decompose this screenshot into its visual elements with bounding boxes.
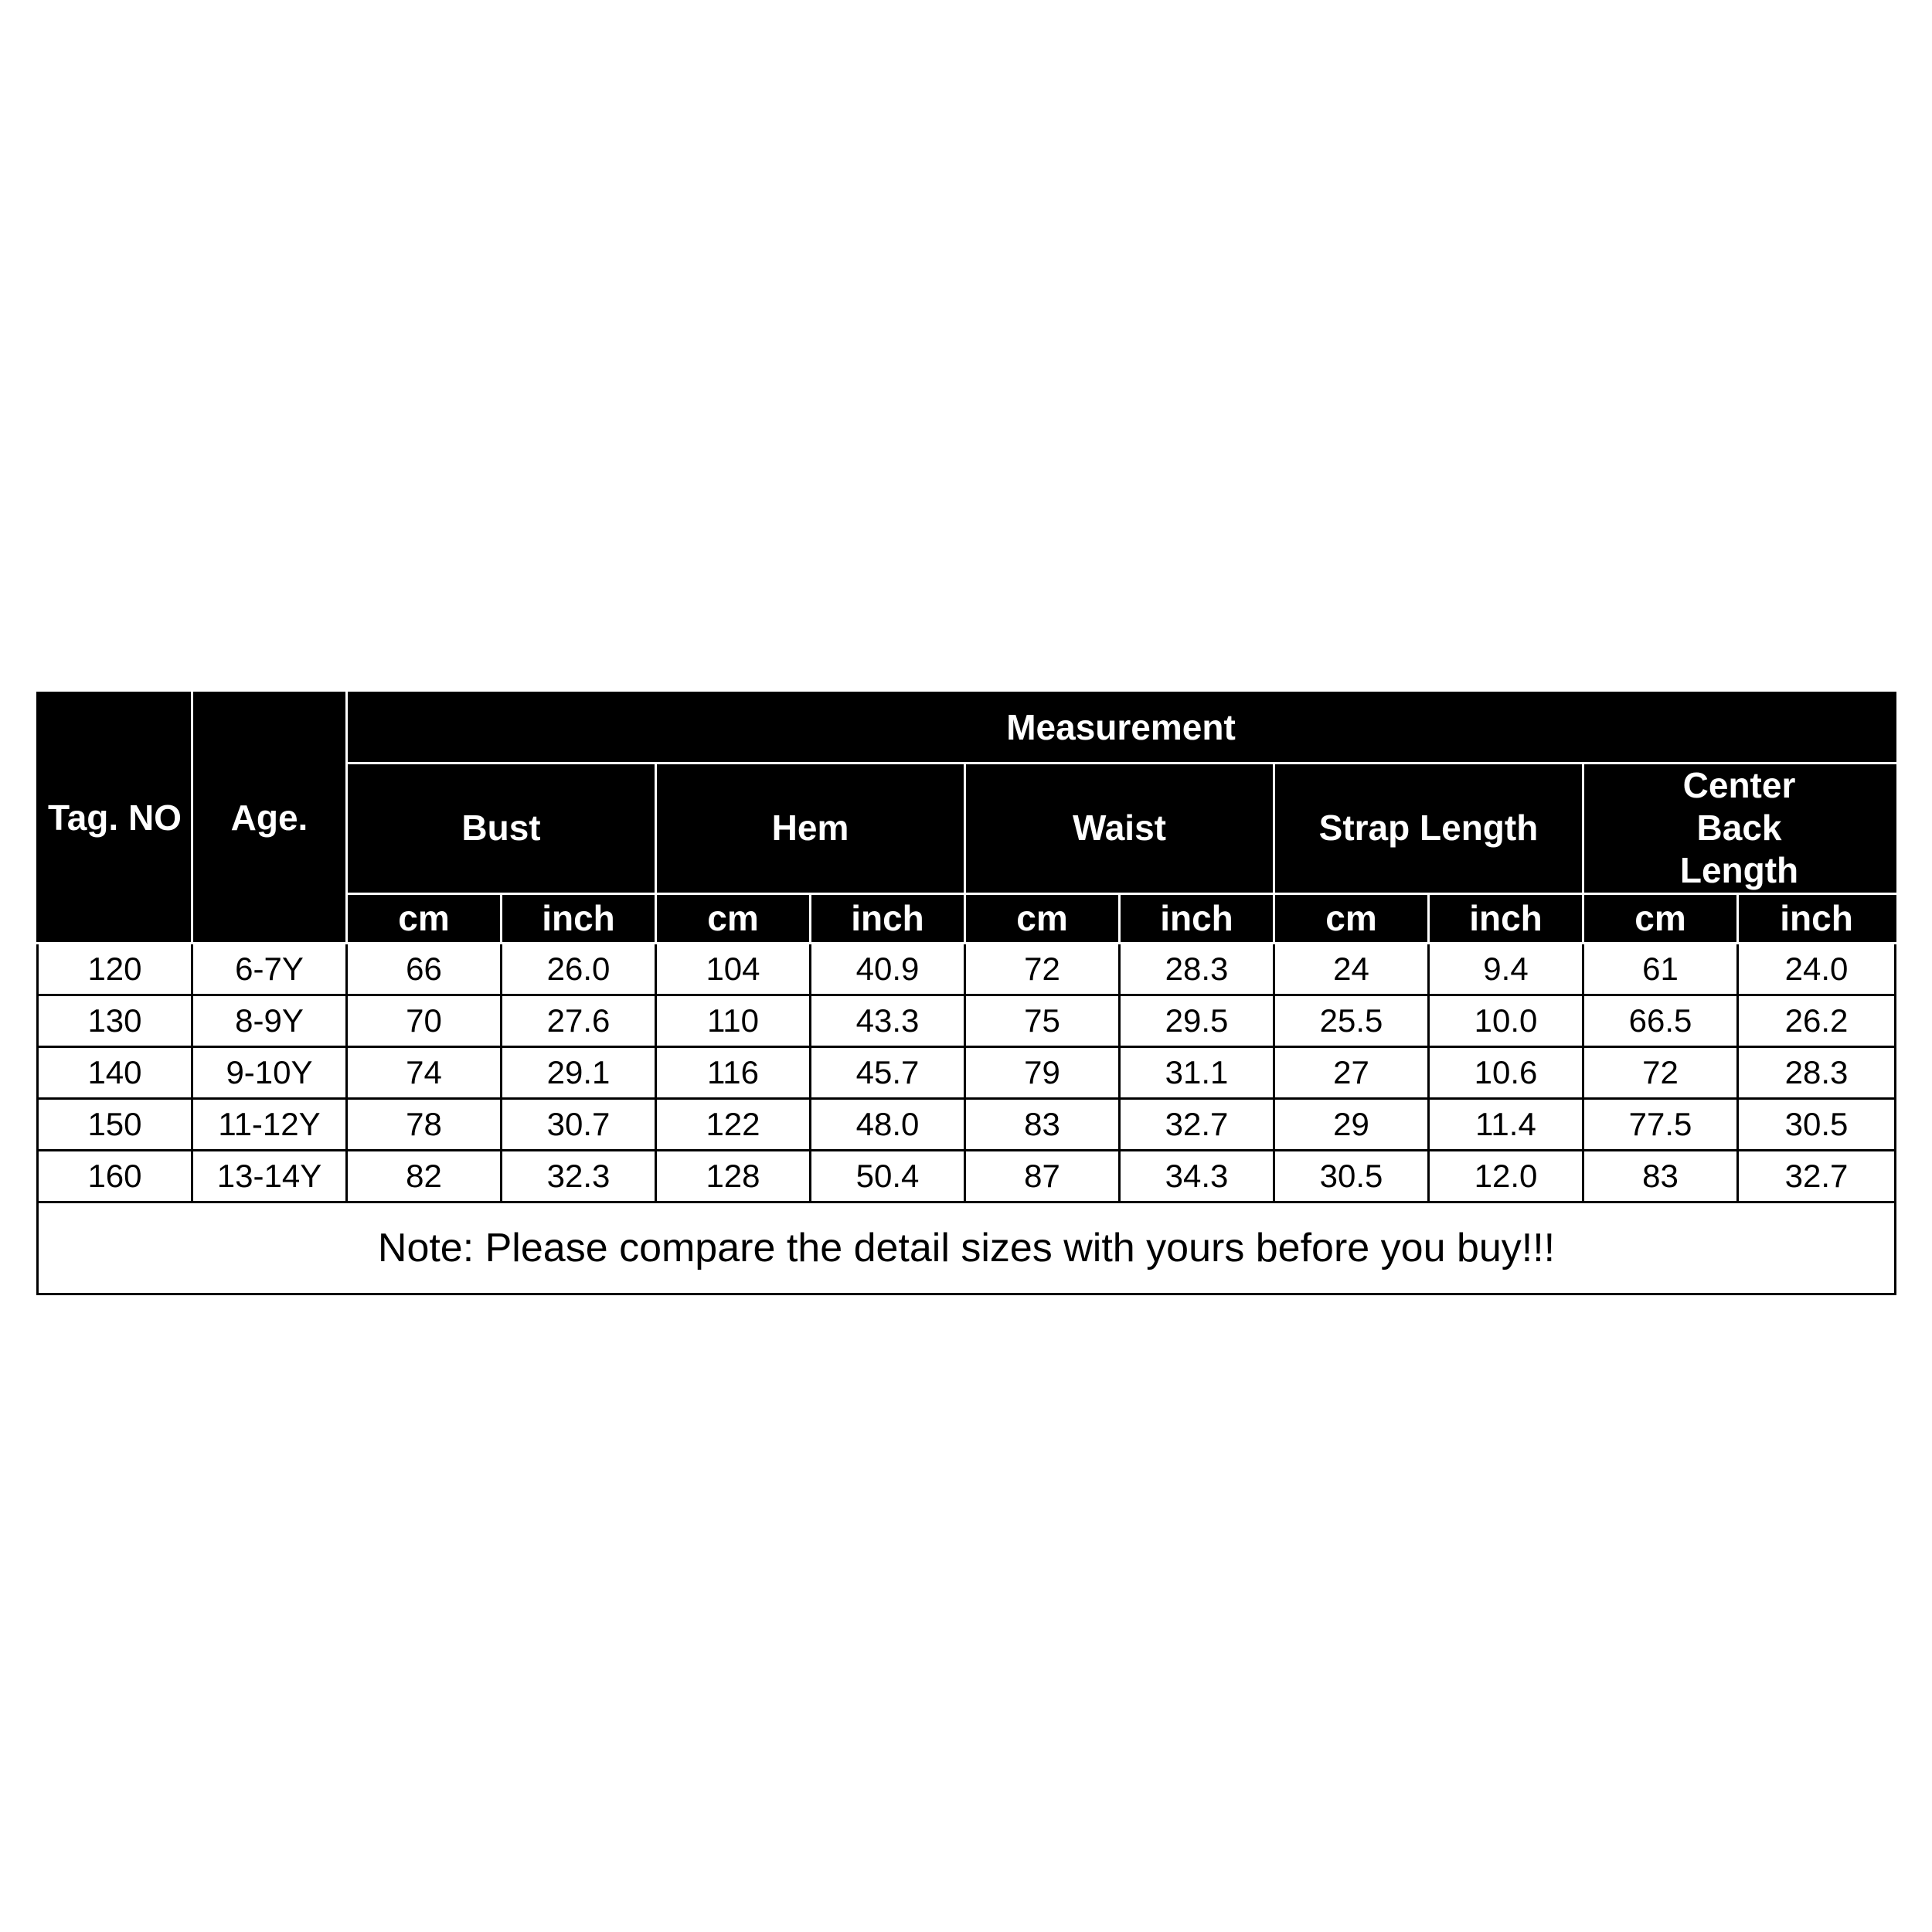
table-row <box>38 1046 1896 1098</box>
value-cell: 27 <box>1274 1046 1429 1098</box>
value-cell: 61 <box>1583 943 1738 995</box>
value-cell: 9.4 <box>1429 943 1583 995</box>
value-cell: 28.3 <box>1738 1046 1896 1098</box>
value-cell: 45.7 <box>811 1046 965 1098</box>
table-row <box>38 943 1896 995</box>
value-cell: 50.4 <box>811 1150 965 1202</box>
bust-cm-header: cm <box>347 893 502 943</box>
value-cell: 26.2 <box>1738 995 1896 1046</box>
center-back-cm-header: cm <box>1583 893 1738 943</box>
hem-cm-header: cm <box>656 893 811 943</box>
value-cell: 29 <box>1274 1098 1429 1150</box>
value-cell: 70 <box>347 995 502 1046</box>
value-cell: 48.0 <box>811 1098 965 1150</box>
value-cell: 83 <box>1583 1150 1738 1202</box>
waist-cm-header: cm <box>965 893 1120 943</box>
bust-header: Bust <box>347 764 656 894</box>
value-cell: 83 <box>965 1098 1120 1150</box>
value-cell: 79 <box>965 1046 1120 1098</box>
table-row <box>38 1098 1896 1150</box>
value-cell: 72 <box>1583 1046 1738 1098</box>
value-cell: 31.1 <box>1120 1046 1274 1098</box>
value-cell: 32.3 <box>502 1150 656 1202</box>
value-cell: 75 <box>965 995 1120 1046</box>
table-row <box>38 995 1896 1046</box>
value-cell: 77.5 <box>1583 1098 1738 1150</box>
value-cell: 10.0 <box>1429 995 1583 1046</box>
value-cell: 29.1 <box>502 1046 656 1098</box>
center-back-length-label: Center Back Length <box>1679 765 1799 891</box>
age-header: Age. <box>192 693 347 944</box>
age-cell: 13-14Y <box>192 1150 347 1202</box>
measurement-header: Measurement <box>347 693 1896 764</box>
age-cell: 11-12Y <box>192 1098 347 1150</box>
tag-cell: 120 <box>38 943 192 995</box>
value-cell: 66.5 <box>1583 995 1738 1046</box>
note-text: Note: Please compare the detail sizes with yours before you buy!!! <box>38 1202 1896 1294</box>
value-cell: 122 <box>656 1098 811 1150</box>
size-chart-table <box>36 692 1896 1295</box>
value-cell: 78 <box>347 1098 502 1150</box>
value-cell: 32.7 <box>1738 1150 1896 1202</box>
waist-inch-header: inch <box>1120 893 1274 943</box>
value-cell: 87 <box>965 1150 1120 1202</box>
age-cell: 6-7Y <box>192 943 347 995</box>
value-cell: 116 <box>656 1046 811 1098</box>
strap-cm-header: cm <box>1274 893 1429 943</box>
value-cell: 34.3 <box>1120 1150 1274 1202</box>
value-cell: 104 <box>656 943 811 995</box>
note-row <box>38 1202 1896 1294</box>
header-row-group <box>38 693 1896 764</box>
value-cell: 66 <box>347 943 502 995</box>
value-cell: 29.5 <box>1120 995 1274 1046</box>
value-cell: 30.5 <box>1738 1098 1896 1150</box>
bust-inch-header: inch <box>502 893 656 943</box>
strap-length-header: Strap Length <box>1274 764 1583 894</box>
waist-header: Waist <box>965 764 1274 894</box>
value-cell: 11.4 <box>1429 1098 1583 1150</box>
value-cell: 24.0 <box>1738 943 1896 995</box>
value-cell: 30.7 <box>502 1098 656 1150</box>
value-cell: 24 <box>1274 943 1429 995</box>
value-cell: 10.6 <box>1429 1046 1583 1098</box>
value-cell: 26.0 <box>502 943 656 995</box>
tag-cell: 160 <box>38 1150 192 1202</box>
hem-header: Hem <box>656 764 965 894</box>
strap-inch-header: inch <box>1429 893 1583 943</box>
tag-no-header: Tag. NO <box>38 693 192 944</box>
center-back-inch-header: inch <box>1738 893 1896 943</box>
age-cell: 8-9Y <box>192 995 347 1046</box>
value-cell: 82 <box>347 1150 502 1202</box>
value-cell: 28.3 <box>1120 943 1274 995</box>
tag-cell: 150 <box>38 1098 192 1150</box>
value-cell: 27.6 <box>502 995 656 1046</box>
value-cell: 72 <box>965 943 1120 995</box>
value-cell: 40.9 <box>811 943 965 995</box>
value-cell: 32.7 <box>1120 1098 1274 1150</box>
value-cell: 43.3 <box>811 995 965 1046</box>
tag-cell: 140 <box>38 1046 192 1098</box>
table-row <box>38 1150 1896 1202</box>
value-cell: 128 <box>656 1150 811 1202</box>
value-cell: 12.0 <box>1429 1150 1583 1202</box>
value-cell: 110 <box>656 995 811 1046</box>
value-cell: 74 <box>347 1046 502 1098</box>
center-back-length-header <box>1583 764 1896 894</box>
hem-inch-header: inch <box>811 893 965 943</box>
tag-cell: 130 <box>38 995 192 1046</box>
age-cell: 9-10Y <box>192 1046 347 1098</box>
value-cell: 25.5 <box>1274 995 1429 1046</box>
value-cell: 30.5 <box>1274 1150 1429 1202</box>
